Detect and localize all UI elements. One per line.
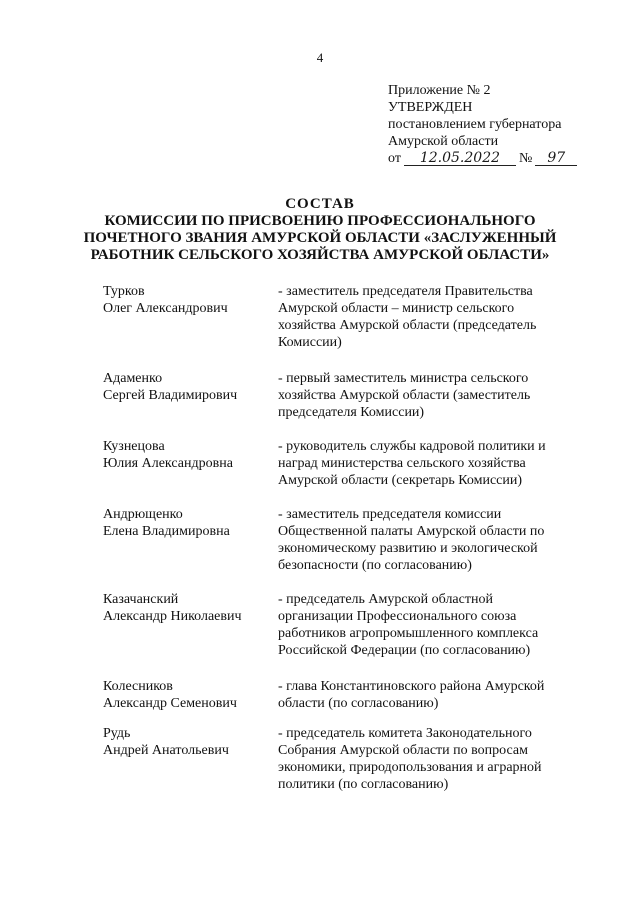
title-line: РАБОТНИК СЕЛЬСКОГО ХОЗЯЙСТВА АМУРСКОЙ ОБЛАСТИ» [90,247,550,263]
member-row [103,370,563,421]
approval-date-row [388,150,580,167]
document-title [80,196,560,264]
member-role [278,591,563,659]
number-prefix: № [518,151,533,166]
member-surname: Адаменко [103,371,163,386]
member-surname: Казачанский [103,592,179,607]
member-role-line: Комиссии) [278,335,342,350]
member-role-line: - заместитель председателя комиссии [278,507,502,522]
member-role-line: наград министерства сельского хозяйства [278,456,526,471]
member-given: Александр Николаевич [103,609,242,624]
member-role-line: - заместитель председателя Правительства [278,284,533,299]
member-role-line: безопасности (по согласованию) [278,558,472,573]
member-role-line: экономики, природопользования и аграрной [278,760,542,775]
member-role-line: Российской Федерации (по согласованию) [278,643,531,658]
date-prefix: от [388,151,401,166]
title-line: ПОЧЕТНОГО ЗВАНИЯ АМУРСКОЙ ОБЛАСТИ «ЗАСЛУЖЕННЫЙ [83,230,557,246]
member-row [103,678,563,712]
approval-block [388,82,580,167]
member-role-line: Амурской области (секретарь Комиссии) [278,473,523,488]
member-role-line: хозяйства Амурской области (председатель [278,318,537,333]
approval-approved: УТВЕРЖДЕН [388,100,473,115]
page-number: 4 [316,50,324,65]
member-role [278,725,563,793]
member-name [103,725,278,793]
member-surname: Турков [103,284,145,299]
member-row [103,283,563,351]
member-role-line: Общественной палаты Амурской области по [278,524,545,539]
member-role-line: области (по согласованию) [278,696,439,711]
member-role [278,506,563,574]
title-line: СОСТАВ [285,196,355,212]
member-surname: Колесников [103,679,173,694]
member-role-line: экономическому развитию и экологической [278,541,538,556]
member-role-line: председателя Комиссии) [278,405,425,420]
member-role [278,283,563,351]
members-list [103,283,563,793]
member-surname: Кузнецова [103,439,165,454]
member-name [103,591,278,659]
member-surname: Андрющенко [103,507,183,522]
handwritten-date: 12.05.2022 [404,151,516,166]
member-name [103,506,278,574]
member-role-line: хозяйства Амурской области (заместитель [278,388,531,403]
member-role [278,370,563,421]
member-role-line: - председатель Амурской областной [278,592,493,607]
member-given: Андрей Анатольевич [103,743,229,758]
approval-region: Амурской области [388,134,499,149]
member-given: Олег Александрович [103,301,228,316]
member-surname: Рудь [103,726,131,741]
member-row [103,438,563,489]
member-name [103,678,278,712]
member-row [103,506,563,574]
member-role-line: - руководитель службы кадровой политики и [278,439,546,454]
member-role-line: политики (по согласованию) [278,777,449,792]
member-given: Юлия Александровна [103,456,233,471]
member-role [278,438,563,489]
approval-appendix: Приложение № 2 [388,83,491,98]
handwritten-number: 97 [535,151,577,166]
title-line: КОМИССИИ ПО ПРИСВОЕНИЮ ПРОФЕССИОНАЛЬНОГО [104,213,536,229]
member-given: Александр Семенович [103,696,237,711]
member-role-line: Амурской области – министр сельского [278,301,515,316]
member-role-line: - глава Константиновского района Амурской [278,679,545,694]
member-name [103,438,278,489]
member-role [278,678,563,712]
member-row [103,591,563,659]
member-name [103,283,278,351]
member-row [103,725,563,793]
member-given: Елена Владимировна [103,524,230,539]
member-role-line: Собрания Амурской области по вопросам [278,743,528,758]
member-role-line: - первый заместитель министра сельского [278,371,529,386]
member-role-line: работников агропромышленного комплекса [278,626,539,641]
approval-decree: постановлением губернатора [388,117,562,132]
member-name [103,370,278,421]
member-role-line: - председатель комитета Законодательного [278,726,532,741]
member-given: Сергей Владимирович [103,388,238,403]
member-role-line: организации Профессионального союза [278,609,517,624]
